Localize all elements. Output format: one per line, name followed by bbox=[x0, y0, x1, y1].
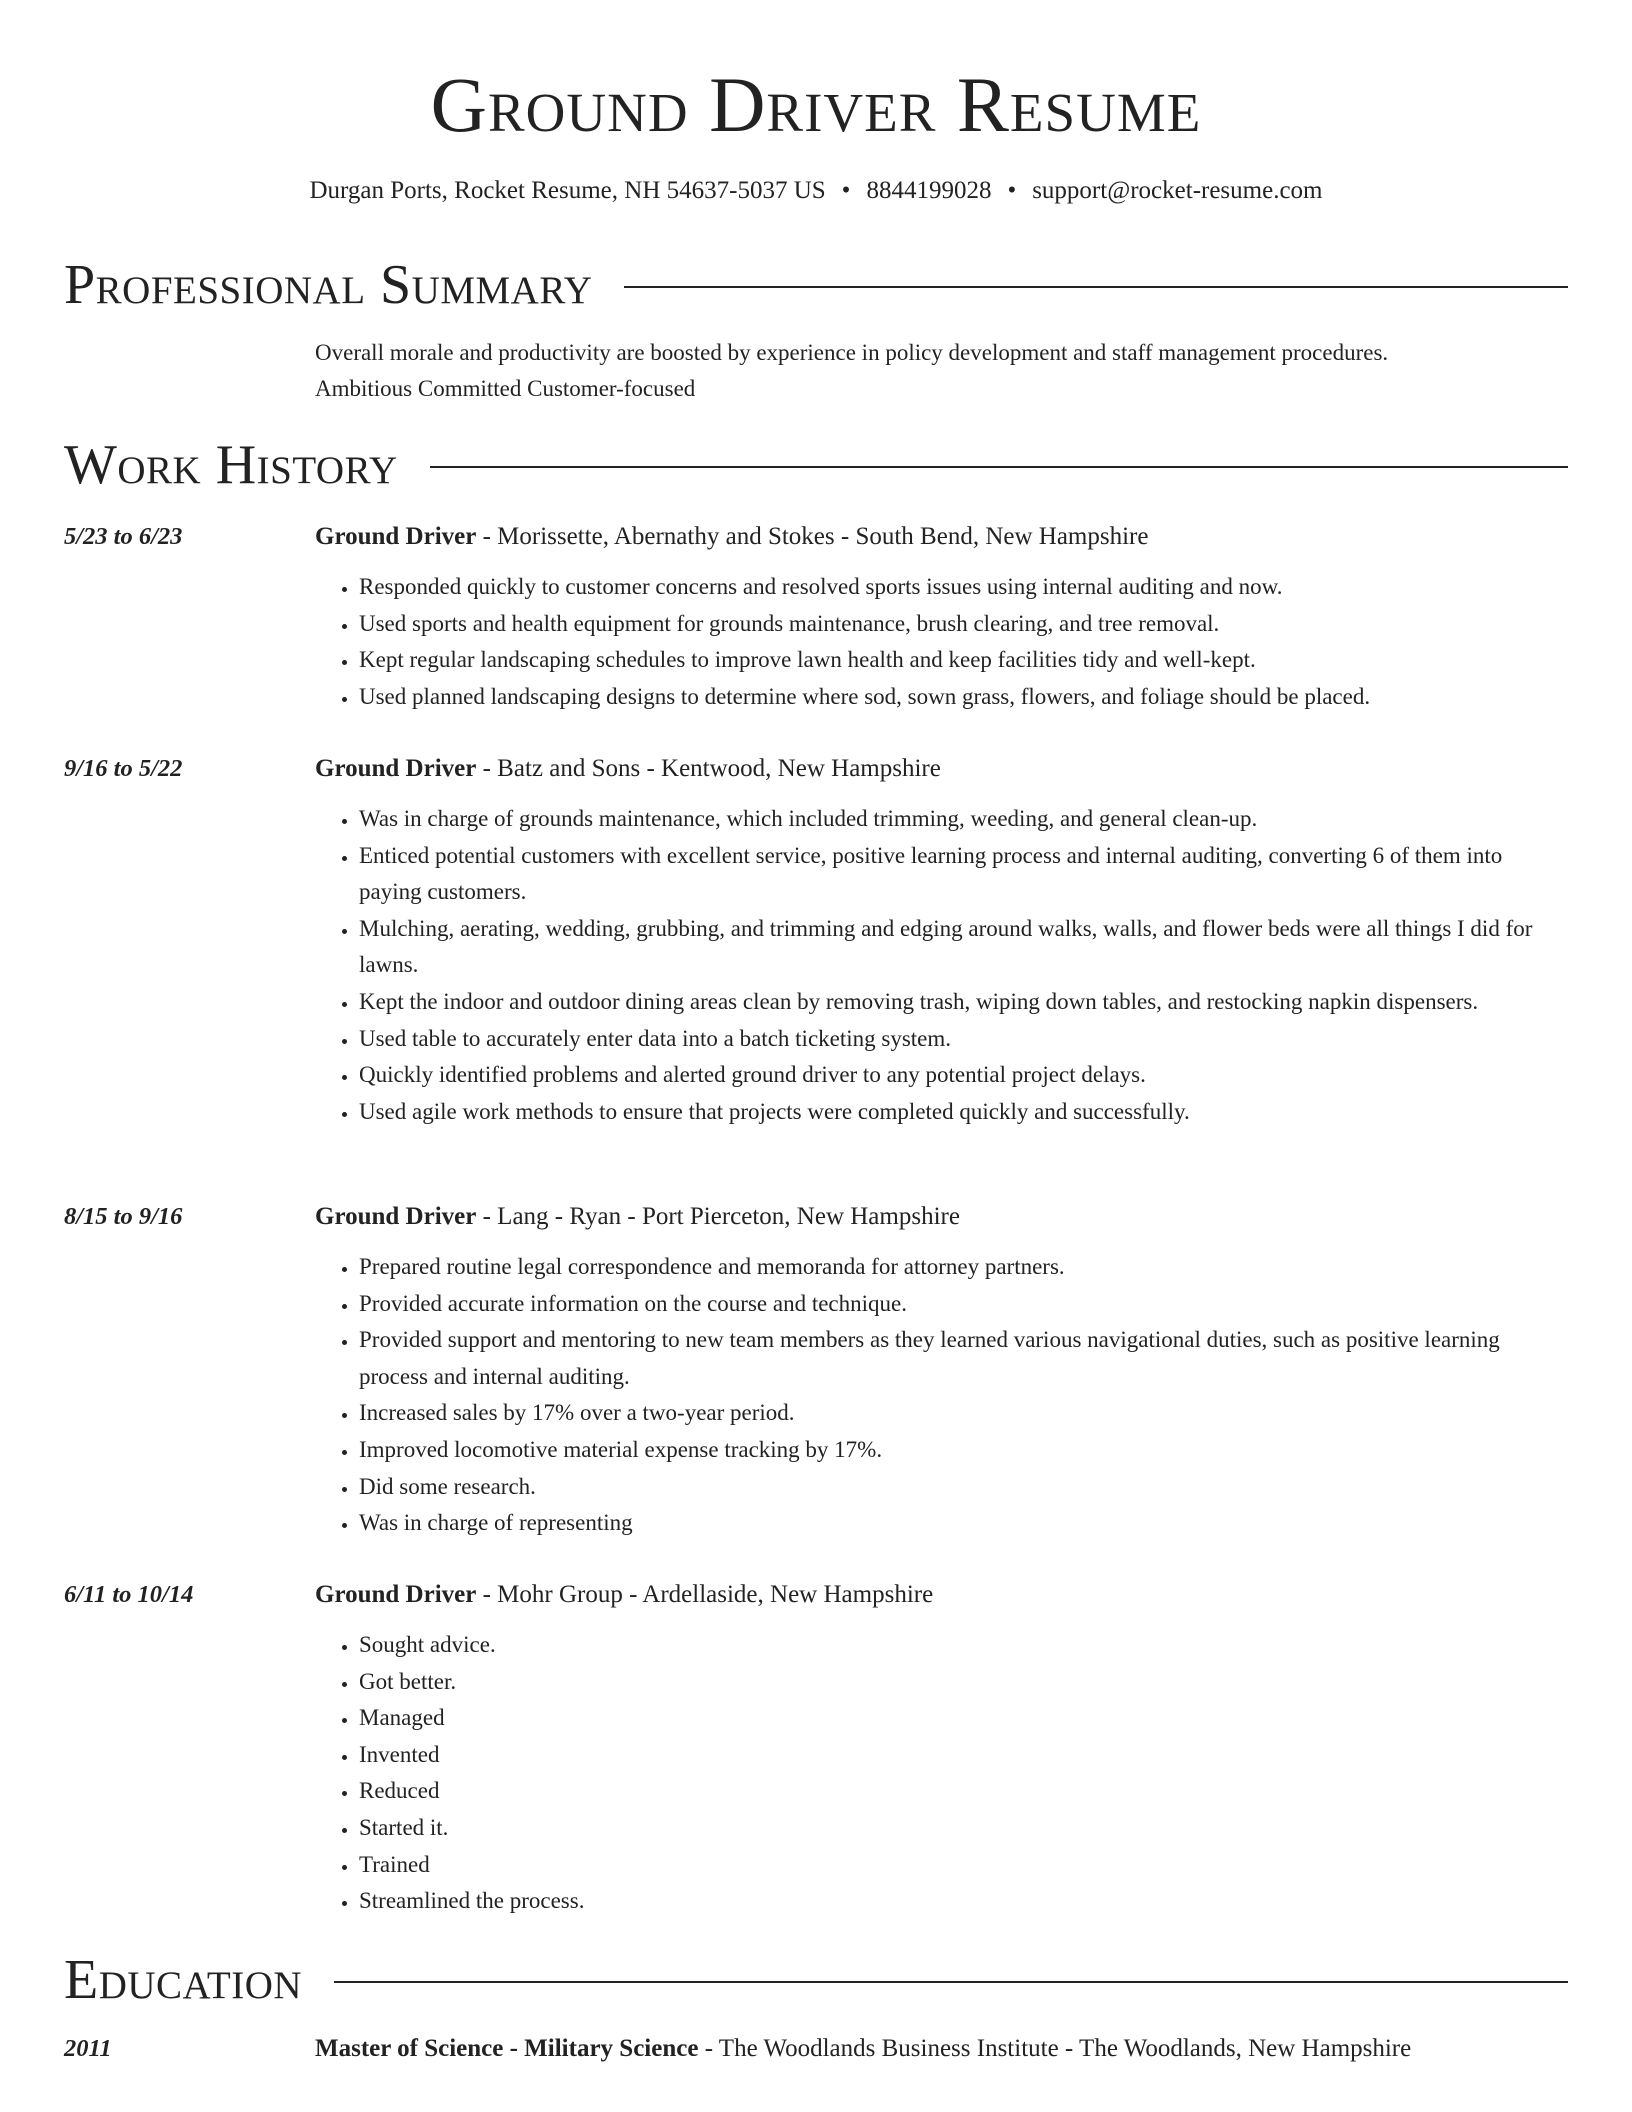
education-details: - The Woodlands Business Institute - The Woodlands, New Hampshire bbox=[698, 2035, 1412, 2062]
job-date: 5/23 to 6/23 bbox=[64, 523, 183, 550]
contact-separator: • bbox=[1007, 177, 1017, 204]
section-summary-header bbox=[64, 250, 1568, 320]
section-education-header bbox=[64, 1945, 1568, 2015]
job-bullet: • Did some research. bbox=[359, 1469, 1568, 1506]
job-date: 6/11 to 10/14 bbox=[64, 1581, 194, 1608]
contact-email: support@rocket-resume.com bbox=[1032, 177, 1323, 204]
job-bullet: • Was in charge of grounds maintenance, which included trimming, weeding, and general clean-up. bbox=[359, 801, 1568, 838]
job-bullets bbox=[315, 1627, 1568, 1920]
job-bullets bbox=[315, 801, 1568, 1130]
job-bullet: • Enticed potential customers with excellent service, positive learning process and internal auditing, converting 6 of them into paying customers. bbox=[359, 838, 1568, 911]
section-work-header bbox=[64, 430, 1568, 500]
job-role: Ground Driver bbox=[315, 1203, 477, 1230]
job-bullet: • Kept regular landscaping schedules to improve lawn health and keep facilities tidy and well-kept. bbox=[359, 642, 1568, 679]
job-bullet: • Got better. bbox=[359, 1664, 1568, 1701]
resume-title: Ground Driver Resume bbox=[430, 61, 1202, 148]
section-rule bbox=[624, 286, 1568, 288]
job-details: - Morissette, Abernathy and Stokes - South Bend, New Hampshire bbox=[476, 523, 1149, 550]
summary-text bbox=[315, 335, 1575, 407]
job-bullet: • Was in charge of representing bbox=[359, 1505, 1568, 1542]
job-bullet: • Prepared routine legal correspondence and memoranda for attorney partners. bbox=[359, 1249, 1568, 1286]
job-bullets bbox=[315, 569, 1568, 715]
job-bullet: • Used planned landscaping designs to determine where sod, sown grass, flowers, and foliage should be placed. bbox=[359, 679, 1568, 716]
contact-line bbox=[0, 176, 1632, 206]
section-title: Education bbox=[64, 1949, 303, 2011]
job-entry bbox=[64, 1200, 1568, 1542]
job-bullet: • Quickly identified problems and alerted ground driver to any potential project delays. bbox=[359, 1057, 1568, 1094]
job-bullet: • Increased sales by 17% over a two-year period. bbox=[359, 1395, 1568, 1432]
job-date: 9/16 to 5/22 bbox=[64, 755, 183, 782]
section-title: Work History bbox=[64, 434, 398, 496]
job-date: 8/15 to 9/16 bbox=[64, 1203, 183, 1230]
job-bullet: • Sought advice. bbox=[359, 1627, 1568, 1664]
job-bullets bbox=[315, 1249, 1568, 1542]
job-role: Ground Driver bbox=[315, 1581, 477, 1608]
job-details: - Mohr Group - Ardellaside, New Hampshire bbox=[476, 1581, 934, 1608]
job-bullet: • Invented bbox=[359, 1737, 1568, 1774]
job-entry bbox=[64, 1578, 1568, 1920]
job-bullet: • Provided accurate information on the course and technique. bbox=[359, 1286, 1568, 1323]
education-degree: Master of Science - Military Science bbox=[315, 2035, 699, 2062]
job-heading bbox=[315, 752, 1568, 786]
job-role: Ground Driver bbox=[315, 523, 477, 550]
section-rule bbox=[430, 466, 1568, 468]
summary-line: Ambitious Committed Customer-focused bbox=[315, 376, 696, 401]
job-bullet: • Used agile work methods to ensure that projects were completed quickly and successfully. bbox=[359, 1094, 1568, 1131]
job-bullet: • Started it. bbox=[359, 1810, 1568, 1847]
job-bullet: • Used sports and health equipment for grounds maintenance, brush clearing, and tree removal. bbox=[359, 606, 1568, 643]
job-bullet: • Mulching, aerating, wedding, grubbing, and trimming and edging around walks, walls, and flower beds were all things I did for lawns. bbox=[359, 911, 1568, 984]
job-heading bbox=[315, 520, 1568, 554]
job-bullet: • Improved locomotive material expense tracking by 17%. bbox=[359, 1432, 1568, 1469]
job-entry bbox=[64, 752, 1568, 1130]
job-bullet: • Responded quickly to customer concerns and resolved sports issues using internal auditing and now. bbox=[359, 569, 1568, 606]
summary-line: Overall morale and productivity are boosted by experience in policy development and staff management procedures. bbox=[315, 340, 1389, 365]
job-details: - Lang - Ryan - Port Pierceton, New Hampshire bbox=[476, 1203, 960, 1230]
section-rule bbox=[334, 1981, 1568, 1983]
education-date: 2011 bbox=[64, 2035, 112, 2062]
job-heading bbox=[315, 1578, 1568, 1612]
job-bullet: • Used table to accurately enter data into a batch ticketing system. bbox=[359, 1021, 1568, 1058]
job-entry bbox=[64, 520, 1568, 715]
contact-phone: 8844199028 bbox=[866, 177, 992, 204]
job-role: Ground Driver bbox=[315, 755, 477, 782]
job-bullet: • Streamlined the process. bbox=[359, 1883, 1568, 1920]
contact-address: Durgan Ports, Rocket Resume, NH 54637-5037 US bbox=[309, 177, 826, 204]
job-heading bbox=[315, 1200, 1568, 1234]
job-bullet: • Kept the indoor and outdoor dining areas clean by removing trash, wiping down tables, and restocking napkin dispensers. bbox=[359, 984, 1568, 1021]
job-bullet: • Provided support and mentoring to new team members as they learned various navigational duties, such as positive learning process and internal auditing. bbox=[359, 1322, 1568, 1395]
contact-separator: • bbox=[841, 177, 851, 204]
section-title: Professional Summary bbox=[64, 254, 593, 316]
job-details: - Batz and Sons - Kentwood, New Hampshire bbox=[476, 755, 941, 782]
job-bullet: • Managed bbox=[359, 1700, 1568, 1737]
education-entry bbox=[64, 2032, 1568, 2066]
job-bullet: • Trained bbox=[359, 1847, 1568, 1884]
job-bullet: • Reduced bbox=[359, 1773, 1568, 1810]
education-heading bbox=[315, 2032, 1568, 2066]
